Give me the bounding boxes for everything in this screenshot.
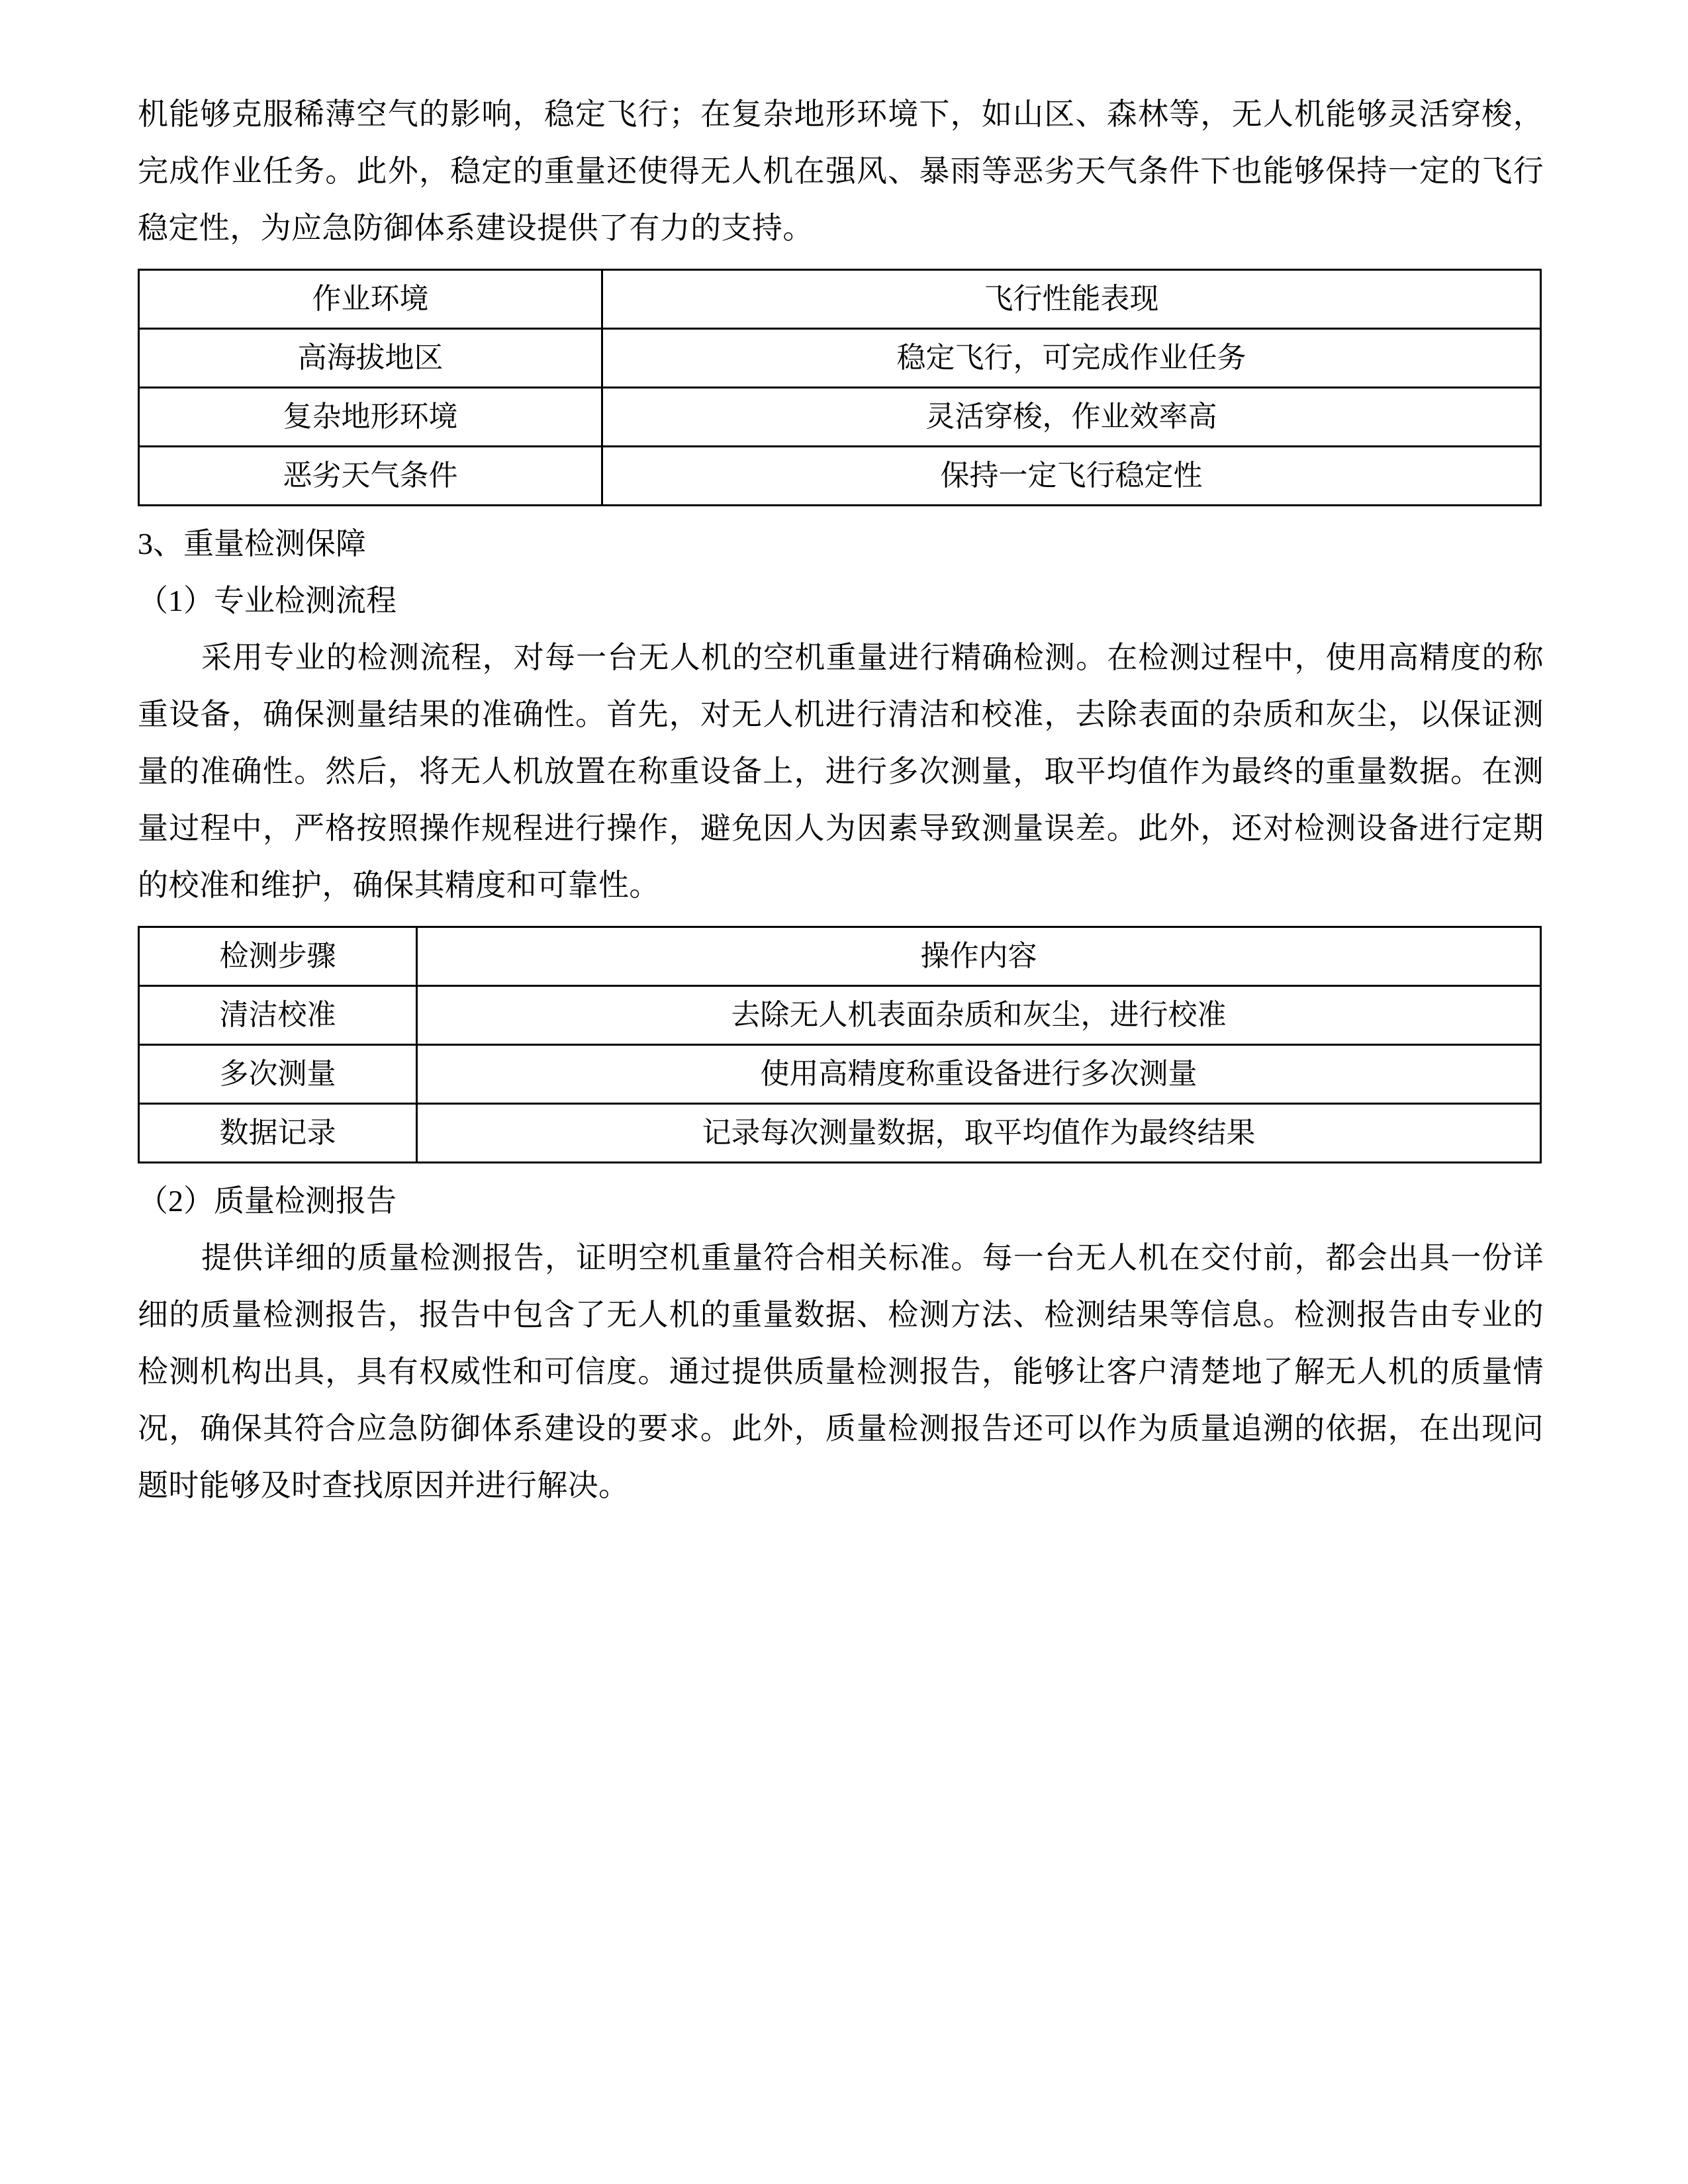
table-cell-performance: 保持一定飞行稳定性 xyxy=(602,447,1541,506)
table-cell-environment: 恶劣天气条件 xyxy=(139,447,602,506)
table-row xyxy=(139,329,1541,388)
table-header-cell-operation: 操作内容 xyxy=(417,927,1541,986)
table-row-header xyxy=(139,270,1541,329)
table-row xyxy=(139,1104,1541,1163)
section-heading-weight-inspection: 3、重量检测保障 xyxy=(138,527,366,561)
table-cell-step: 清洁校准 xyxy=(139,986,417,1045)
table-cell-environment: 高海拔地区 xyxy=(139,329,602,388)
subsection-heading-quality-report: （2）质量检测报告 xyxy=(138,1184,397,1218)
table-cell-environment: 复杂地形环境 xyxy=(139,388,602,447)
table-row xyxy=(139,447,1541,506)
paragraph-detection-process: 采用专业的检测流程，对每一台无人机的空机重量进行精确检测。在检测过程中，使用高精度的称重设备，确保测量结果的准确性。首先，对无人机进行清洁和校准，去除表面的杂质和灰尘，以保证测量的准确性。然后，将无人机放置在称重设备上，进行多次测量，取平均值作为最终的重量数据。在测量过程中，严格按照操作规程进行操作，避免因人为因素导致测量误差。此外，还对检测设备进行定期的校准和维护，确保其精度和可靠性。 xyxy=(138,641,1544,902)
table-inspection-steps xyxy=(138,926,1542,1163)
paragraph-flight-stability: 机能够克服稀薄空气的影响，稳定飞行；在复杂地形环境下，如山区、森林等，无人机能够灵活穿梭，完成作业任务。此外，稳定的重量还使得无人机在强风、暴雨等恶劣天气条件下也能够保持一定的飞行稳定性，为应急防御体系建设提供了有力的支持。 xyxy=(138,97,1544,245)
table-row xyxy=(139,388,1541,447)
table-header-cell-performance: 飞行性能表现 xyxy=(602,270,1541,329)
subsection-heading-professional-process: （1）专业检测流程 xyxy=(138,584,397,617)
table-cell-performance: 灵活穿梭，作业效率高 xyxy=(602,388,1541,447)
table-cell-performance: 稳定飞行，可完成作业任务 xyxy=(602,329,1541,388)
table-row xyxy=(139,986,1541,1045)
table-header-cell-environment: 作业环境 xyxy=(139,270,602,329)
table-cell-step: 数据记录 xyxy=(139,1104,417,1163)
table-cell-step: 多次测量 xyxy=(139,1045,417,1104)
table-operating-environment xyxy=(138,269,1542,506)
table-cell-operation: 记录每次测量数据，取平均值作为最终结果 xyxy=(417,1104,1541,1163)
table-row-header xyxy=(139,927,1541,986)
table-cell-operation: 使用高精度称重设备进行多次测量 xyxy=(417,1045,1541,1104)
paragraph-quality-report: 提供详细的质量检测报告，证明空机重量符合相关标准。每一台无人机在交付前，都会出具一份详细的质量检测报告，报告中包含了无人机的重量数据、检测方法、检测结果等信息。检测报告由专业的检测机构出具，具有权威性和可信度。通过提供质量检测报告，能够让客户清楚地了解无人机的质量情况，确保其符合应急防御体系建设的要求。此外，质量检测报告还可以作为质量追溯的依据，在出现问题时能够及时查找原因并进行解决。 xyxy=(138,1241,1544,1502)
table-row xyxy=(139,1045,1541,1104)
table-header-cell-step: 检测步骤 xyxy=(139,927,417,986)
table-cell-operation: 去除无人机表面杂质和灰尘，进行校准 xyxy=(417,986,1541,1045)
